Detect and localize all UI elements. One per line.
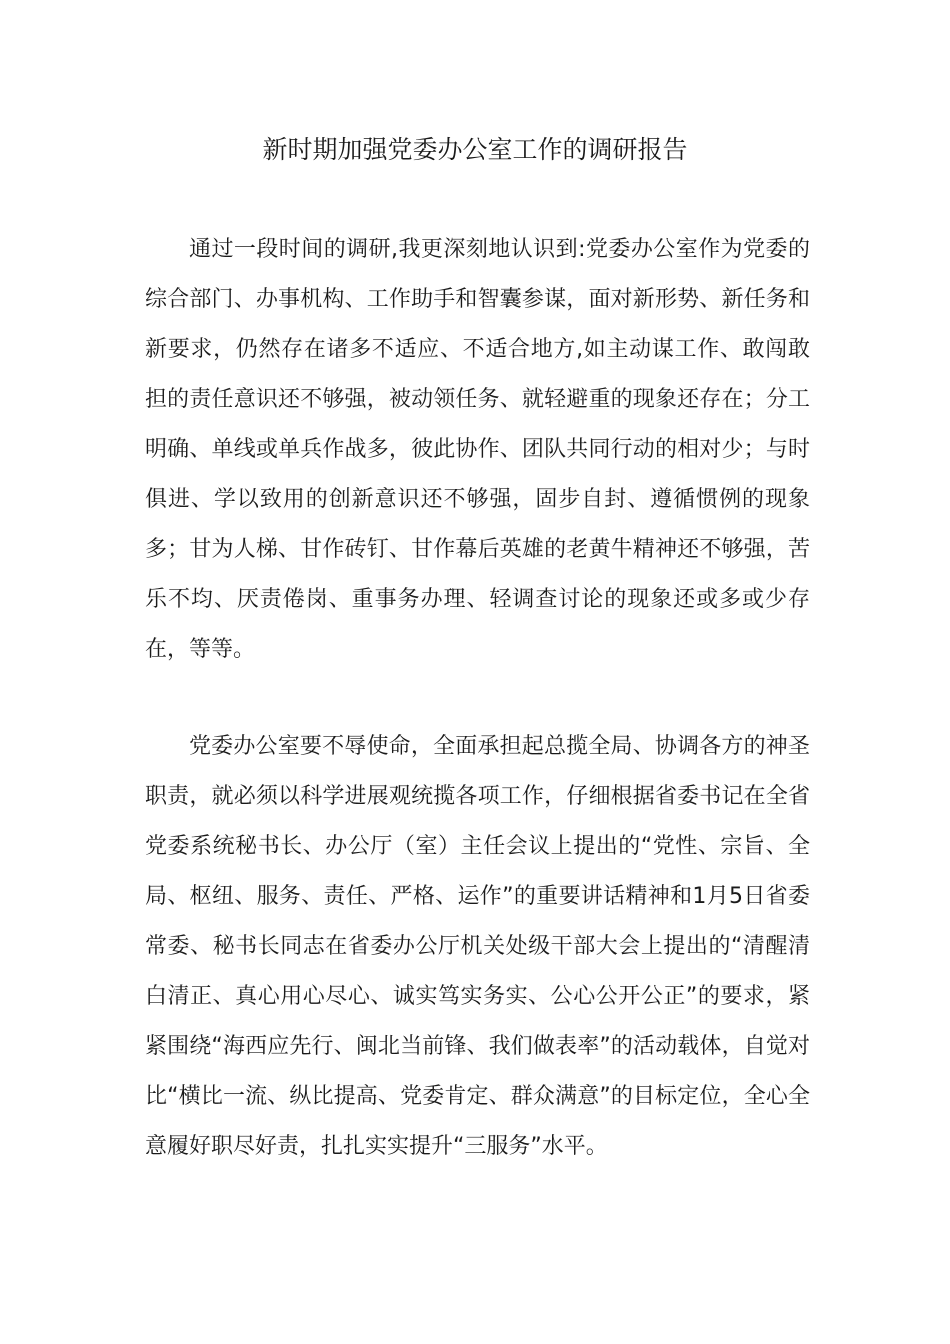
document-title: 新时期加强党委办公室工作的调研报告: [262, 135, 688, 164]
paragraph-2: 党委办公室要不辱使命，全面承担起总揽全局、协调各方的神圣职责，就必须以科学进展观统揽各项工作，仔细根据省委书记在全省党委系统秘书长、办公厅（室）主任会议上提出的“党性、宗旨、全局、枢纽、服务、责任、严格、运作”的重要讲话精神和1月5日省委常委、秘书长同志在省委办公厅机关处级干部大会上提出的“清醒清白清正、真心用心尽心、诚实笃实务实、公心公开公正”的要求，紧紧围绕“海西应先行、闽北当前锋、我们做表率”的活动载体，自觉对比“横比一流、纵比提高、党委肯定、群众满意”的目标定位，全心全意履好职尽好责，扎扎实实提升“三服务”水平。: [145, 734, 810, 1159]
paragraph-1: 通过一段时间的调研,我更深刻地认识到:党委办公室作为党委的综合部门、办事机构、工作助手和智囊参谋，面对新形势、新任务和新要求，仍然存在诸多不适应、不适合地方,如主动谋工作、敢闯敢担的责任意识还不够强，被动领任务、就轻避重的现象还存在；分工明确、单线或单兵作战多，彼此协作、团队共同行动的相对少；与时俱进、学以致用的创新意识还不够强，固步自封、遵循惯例的现象多；甘为人梯、甘作砖钉、甘作幕后英雄的老黄牛精神还不够强，苦乐不均、厌责倦岗、重事务办理、轻调查讨论的现象还或多或少存在，等等。: [145, 237, 810, 662]
